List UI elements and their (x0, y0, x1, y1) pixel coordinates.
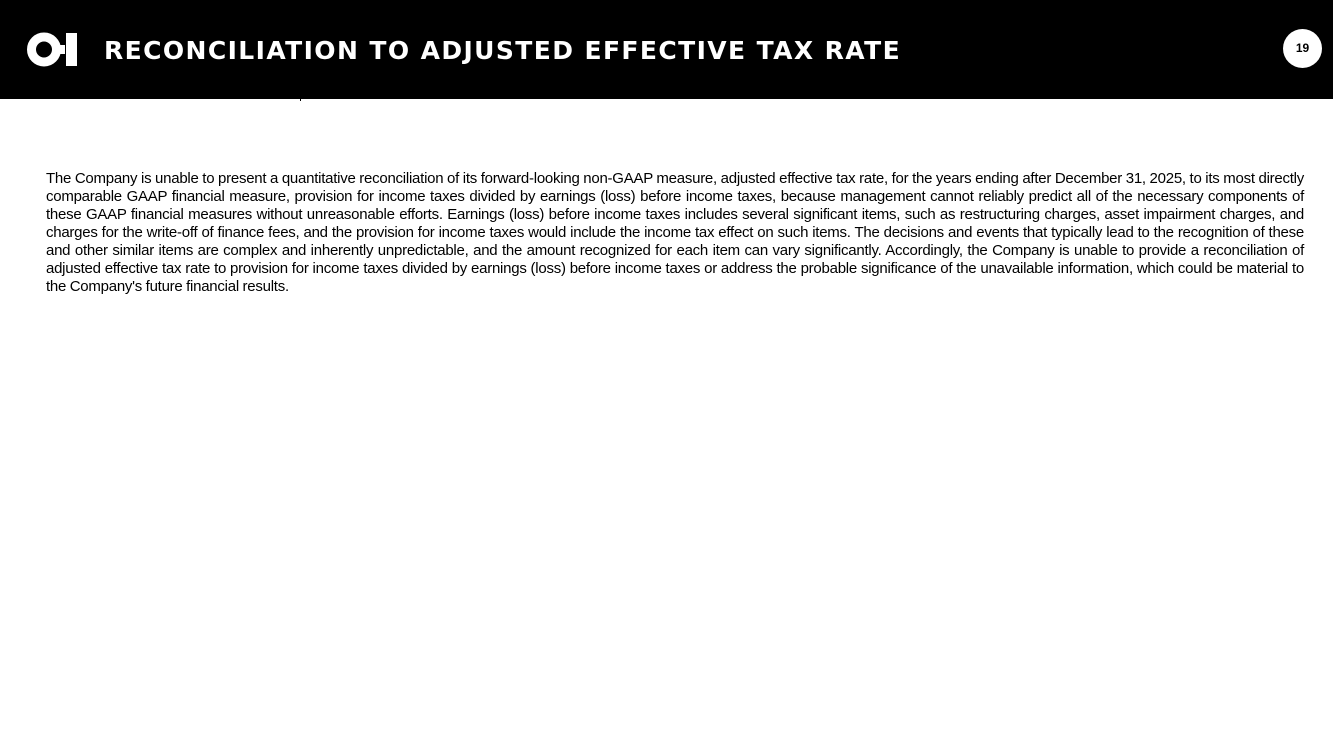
o-i-logo-icon (26, 31, 78, 68)
page-number-badge: 19 (1283, 29, 1322, 68)
divider-tick (300, 99, 301, 101)
body-paragraph: The Company is unable to present a quantitative reconciliation of its forward-looking non-GAAP measure, adjusted effective tax rate, for the years ending after December 31, 2025, to its most directly comparable GAAP financial measure, provision for income taxes divided by earnings (loss) before income taxes, because management cannot reliably predict all of the necessary components of these GAAP financial measures without unreasonable efforts. Earnings (loss) before income taxes includes several significant items, such as restructuring charges, asset impairment charges, and charges for the write-off of finance fees, and the provision for income taxes would include the income tax effect on such items. The decisions and events that typically lead to the recognition of these and other similar items are complex and inherently unpredictable, and the amount recognized for each item can vary significantly. Accordingly, the Company is unable to provide a reconciliation of adjusted effective tax rate to provision for income taxes divided by earnings (loss) before income taxes or address the probable significance of the unavailable information, which could be material to the Company's future financial results. (46, 170, 1304, 295)
page-title: RECONCILIATION TO ADJUSTED EFFECTIVE TAX RATE (104, 36, 902, 65)
slide-header (0, 0, 1333, 99)
